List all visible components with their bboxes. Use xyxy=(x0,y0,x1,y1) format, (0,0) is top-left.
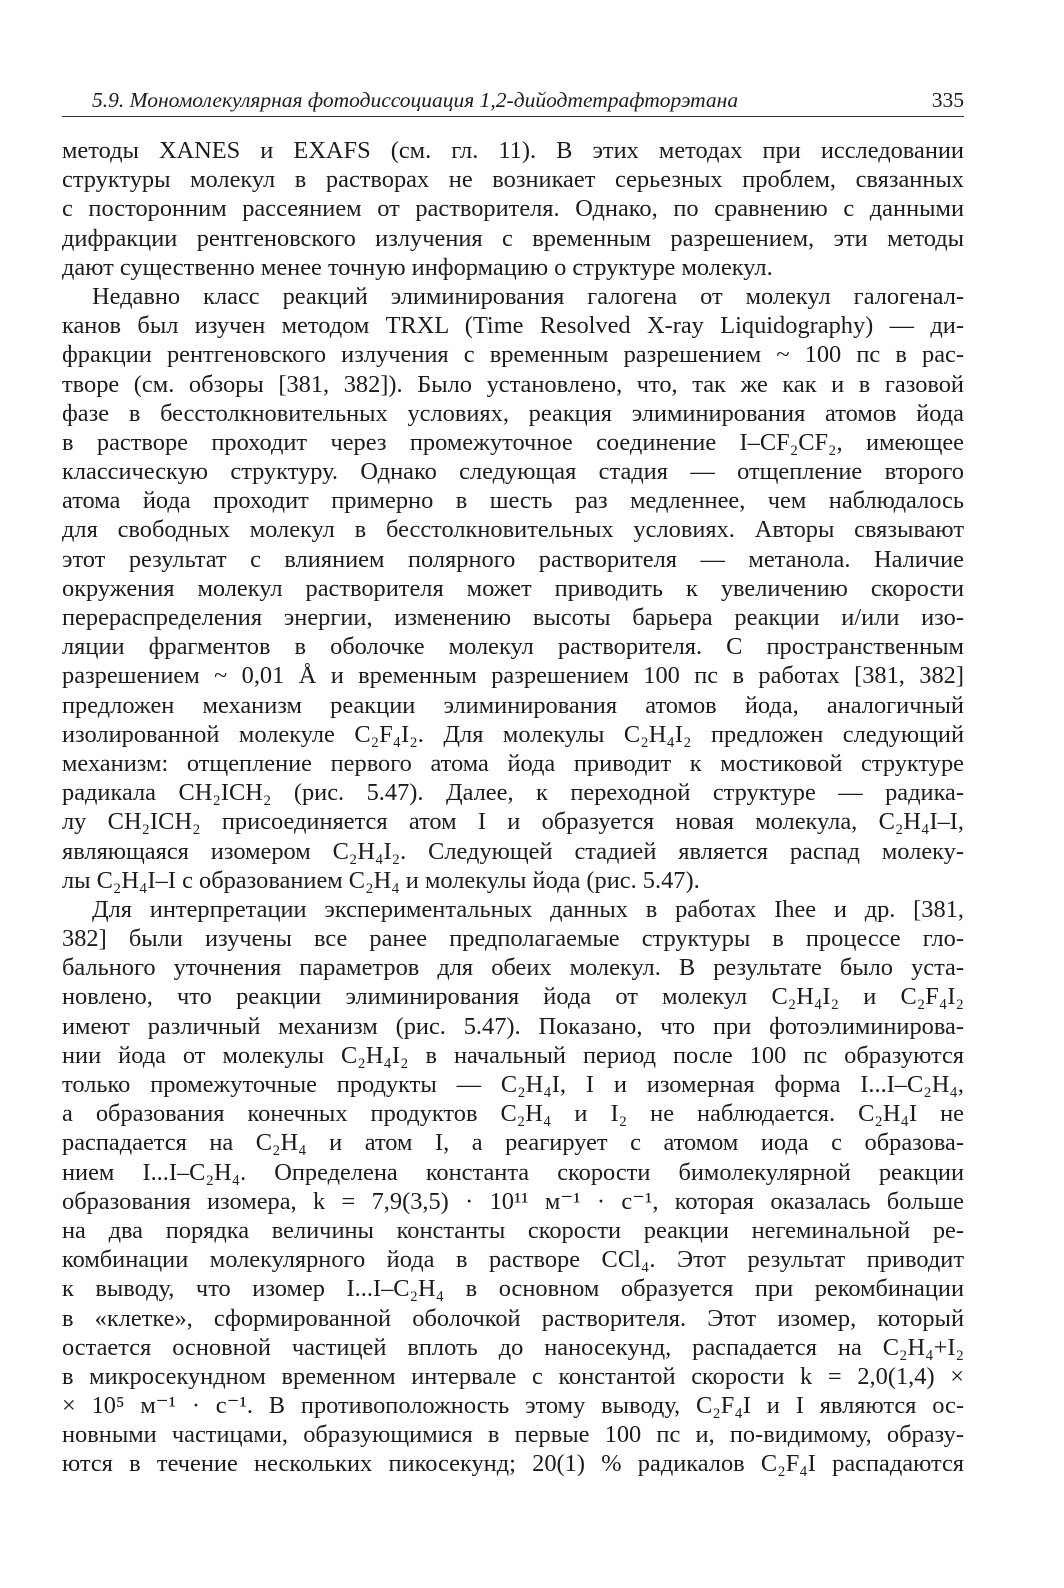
page-number: 335 xyxy=(931,88,964,112)
text-line: ляции фрагментов в оболочке молекул растворителя. С пространственным xyxy=(62,633,964,661)
text-line: нием I...I–C₂H₄. Определена константа скорости бимолекулярной реакции xyxy=(62,1158,964,1186)
text-line: предложен механизм реакции элиминирования атомов йода, аналогичный xyxy=(62,691,964,719)
text-line: методы XANES и EXAFS (см. гл. 11). В этих методах при исследовании xyxy=(62,137,964,164)
text-line: структуры молекул в растворах не возникает серьезных проблем, связанных xyxy=(62,166,964,194)
text-line: атома йода проходит примерно в шесть раз медленнее, чем наблюдалось xyxy=(62,487,964,515)
text-line: бального уточнения параметров для обеих молекул. В результате было уста- xyxy=(62,954,964,982)
text-line: творе (см. обзоры [381, 382]). Было установлено, что, так же как и в газовой xyxy=(62,370,964,398)
paragraph xyxy=(62,895,964,1479)
text-line: 382] были изучены все ранее предполагаемые структуры в процессе гло- xyxy=(62,925,964,953)
text-line: для свободных молекул в бесстолкновительных условиях. Авторы связывают xyxy=(62,516,964,544)
text-line: распадается на C₂H₄ и атом I, а реагирует с атомом иода с образова- xyxy=(62,1129,964,1157)
text-line: образования изомера, k = 7,9(3,5) · 10¹¹ м⁻¹ · c⁻¹, которая оказалась больше xyxy=(62,1187,964,1215)
text-line: в микросекундном временном интервале с константой скорости k = 2,0(1,4) × xyxy=(62,1362,964,1390)
text-line: лы C₂H₄I–I с образованием C₂H₄ и молекулы йода (рис. 5.47). xyxy=(62,866,700,894)
text-line: имеют различный механизм (рис. 5.47). Показано, что при фотоэлиминирова- xyxy=(62,1012,964,1040)
text-line: фазе в бесстолкновительных условиях, реакция элиминирования атомов йода xyxy=(62,399,964,427)
running-header xyxy=(62,86,964,117)
text-line: окружения молекул растворителя может приводить к увеличению скорости xyxy=(62,574,964,602)
text-line: на два порядка величины константы скорости реакции негеминальной ре- xyxy=(62,1216,964,1244)
text-line: дифракции рентгеновского излучения с временным разрешением, эти методы xyxy=(62,224,964,252)
text-line: перераспределения энергии, изменению высоты барьера реакции и/или изо- xyxy=(62,604,964,631)
text-line: механизм: отщепление первого атома йода приводит к мостиковой структуре xyxy=(62,749,964,777)
text-line: изолированной молекуле C₂F₄I₂. Для молекулы C₂H₄I₂ предложен следующий xyxy=(62,720,964,748)
text-line: в «клетке», сформированной оболочкой растворителя. Этот изомер, который xyxy=(62,1304,964,1332)
text-line: остается основной частицей вплоть до наносекунд, распадается на C₂H₄+I₂ xyxy=(62,1333,964,1361)
text-line: лу CH₂ICH₂ присоединяется атом I и образуется новая молекула, C₂H₄I–I, xyxy=(62,808,964,836)
text-line: Недавно класс реакций элиминирования галогена от молекул галогенал- xyxy=(92,282,964,310)
text-line: × 10⁵ м⁻¹ · c⁻¹. В противоположность этому выводу, C₂F₄I и I являются ос- xyxy=(62,1392,964,1420)
text-line: радикала CH₂ICH₂ (рис. 5.47). Далее, к переходной структуре — радика- xyxy=(62,779,964,807)
body-text xyxy=(62,136,964,1479)
text-line: разрешением ~ 0,01 Å и временным разрешением 100 пс в работах [381, 382] xyxy=(62,662,964,690)
text-line: классическую структуру. Однако следующая стадия — отщепление второго xyxy=(62,458,964,486)
text-line: а образования конечных продуктов C₂H₄ и I₂ не наблюдается. C₂H₄I не xyxy=(62,1100,964,1128)
text-line: к выводу, что изомер I...I–C₂H₄ в основном образуется при рекомбинации xyxy=(62,1275,964,1303)
text-line: этот результат с влиянием полярного растворителя — метанола. Наличие xyxy=(62,545,964,573)
text-line: новными частицами, образующимися в первые 100 пс и, по-видимому, образу- xyxy=(62,1421,964,1449)
text-line: в растворе проходит через промежуточное соединение I–CF₂CF₂, имеющее xyxy=(62,428,964,456)
text-line: комбинации молекулярного йода в растворе CCl₄. Этот результат приводит xyxy=(62,1246,964,1274)
text-line: Для интерпретации экспериментальных данных в работах Ihee и др. [381, xyxy=(92,895,964,923)
text-line: канов был изучен методом TRXL (Time Resolved X-ray Liquidography) — ди- xyxy=(62,312,964,340)
text-line: новлено, что реакции элиминирования йода от молекул C₂H₄I₂ и C₂F₄I₂ xyxy=(62,983,964,1011)
paragraph xyxy=(62,282,964,895)
text-line: дают существенно менее точную информацию о структуре молекул. xyxy=(62,253,773,281)
text-line: нии йода от молекулы C₂H₄I₂ в начальный период после 100 пс образуются xyxy=(62,1041,964,1069)
text-line: фракции рентгеновского излучения с временным разрешением ~ 100 пс в рас- xyxy=(62,341,964,369)
text-line: ются в течение нескольких пикосекунд; 20(1) % радикалов C₂F₄I распадаются xyxy=(62,1450,964,1478)
text-line: являющаяся изомером C₂H₄I₂. Следующей стадией является распад молеку- xyxy=(62,837,964,865)
section-title: 5.9. Мономолекулярная фотодиссоциация 1,2-дийодтетрафторэтана xyxy=(92,88,739,112)
text-line: с посторонним рассеянием от растворителя. Однако, по сравнению с данными xyxy=(62,195,964,223)
paragraph xyxy=(62,136,964,282)
text-line: только промежуточные продукты — C₂H₄I, I и изомерная форма I...I–C₂H₄, xyxy=(62,1071,964,1098)
